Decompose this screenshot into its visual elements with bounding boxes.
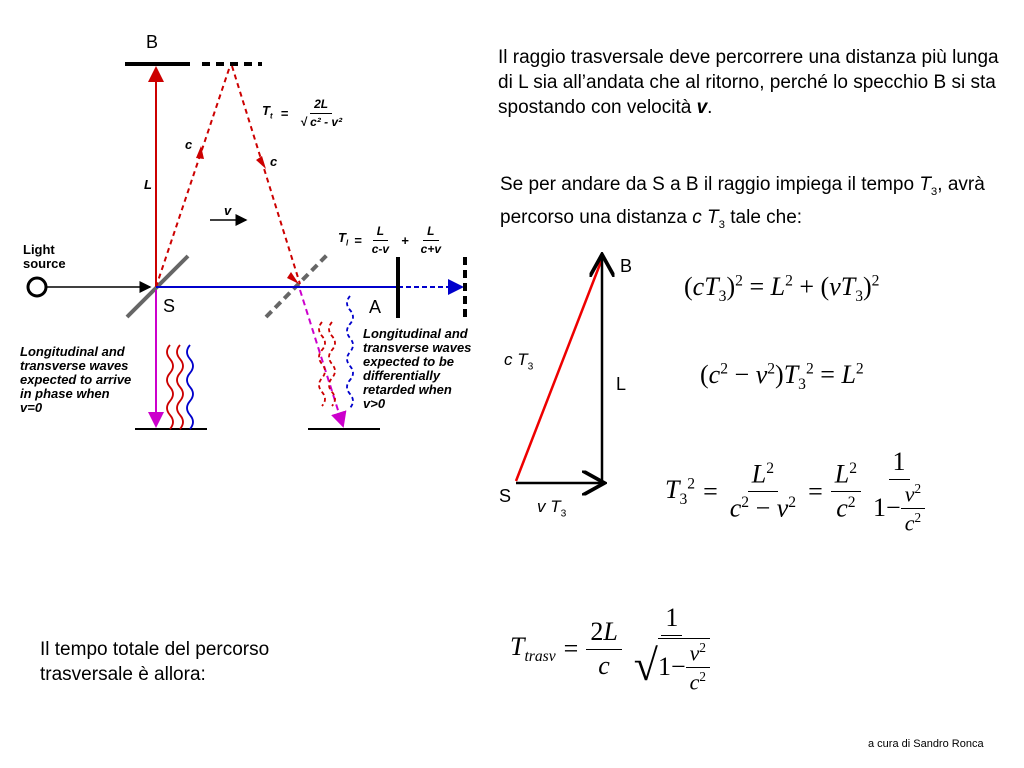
output-ray-moved bbox=[300, 290, 343, 426]
wave-right-blue bbox=[347, 296, 353, 408]
label-a: A bbox=[369, 297, 382, 317]
equation-total: $T_{trasv}$ = $\frac{2L}{c}$ 1 √ 1− $\frac{v^2}{c^2}$ bbox=[510, 604, 714, 695]
wave-left-blue bbox=[187, 345, 193, 429]
tri-label-vt: v $T_3$ bbox=[537, 497, 567, 520]
tri-label-ct: c $T_3$ bbox=[504, 350, 534, 373]
tt-equation: $T_t$ = $\frac{2L}{\text{√ c² - v²}}$ bbox=[262, 97, 343, 130]
paragraph-2: Se per andare da S a B il raggio impiega il tempo $T_3$, avrà percorso una distanza c $T_3$ tale che: bbox=[500, 174, 985, 231]
bottom-text: Il tempo totale del percorso trasversale è allora: bbox=[40, 639, 270, 685]
light-source-circle bbox=[28, 278, 46, 296]
label-c-down: c bbox=[270, 154, 278, 169]
label-v: v bbox=[224, 203, 232, 218]
label-b: B bbox=[146, 32, 159, 52]
wave-left-red2 bbox=[177, 345, 183, 429]
wave-right-red2 bbox=[329, 322, 335, 406]
equation-3: $T_3^2$ = $\frac{L^2}{c^2 - v^2}$ = $\frac{L^2}{c^2}$ 1 1− $\frac{v^2}{c^2}$ bbox=[665, 448, 929, 536]
label-s: S bbox=[163, 296, 176, 316]
label-l: L bbox=[144, 177, 152, 192]
paragraph-1: Il raggio trasversale deve percorrere una distanza più lunga di L sia all’andata che al ritorno, perché lo specchio B si sta spostando con velocità v. bbox=[498, 47, 999, 118]
tri-label-b: B bbox=[620, 256, 633, 276]
footer-credit: a cura di Sandro Ronca bbox=[868, 738, 984, 750]
label-c-up: c bbox=[185, 137, 193, 152]
equation-1: $(cT_3)^2 = L^2 + (vT_3)^2$ bbox=[684, 272, 880, 306]
caption-in-phase: Longitudinal and transverse waves expected to arrive in phase when v=0 bbox=[20, 344, 132, 415]
equation-2: $(c^2 - v^2)T_3^2 = L^2$ bbox=[700, 360, 864, 394]
transverse-ray-up bbox=[156, 66, 230, 287]
tri-label-l: L bbox=[616, 374, 627, 394]
triangle-diagram bbox=[490, 245, 620, 515]
wave-right-red bbox=[319, 322, 325, 406]
tl-equation: $T_l$ = $\frac{L}{c-v}$ + $\frac{L}{c+v}$ bbox=[338, 224, 442, 257]
light-source-label: Light source bbox=[23, 242, 66, 271]
wave-left-red bbox=[167, 345, 173, 429]
caption-retarded: Longitudinal and transverse waves expected to be differentially retarded when v>0 bbox=[363, 326, 472, 411]
tri-label-s: S bbox=[499, 486, 512, 506]
beam-splitter-moved bbox=[266, 254, 328, 317]
